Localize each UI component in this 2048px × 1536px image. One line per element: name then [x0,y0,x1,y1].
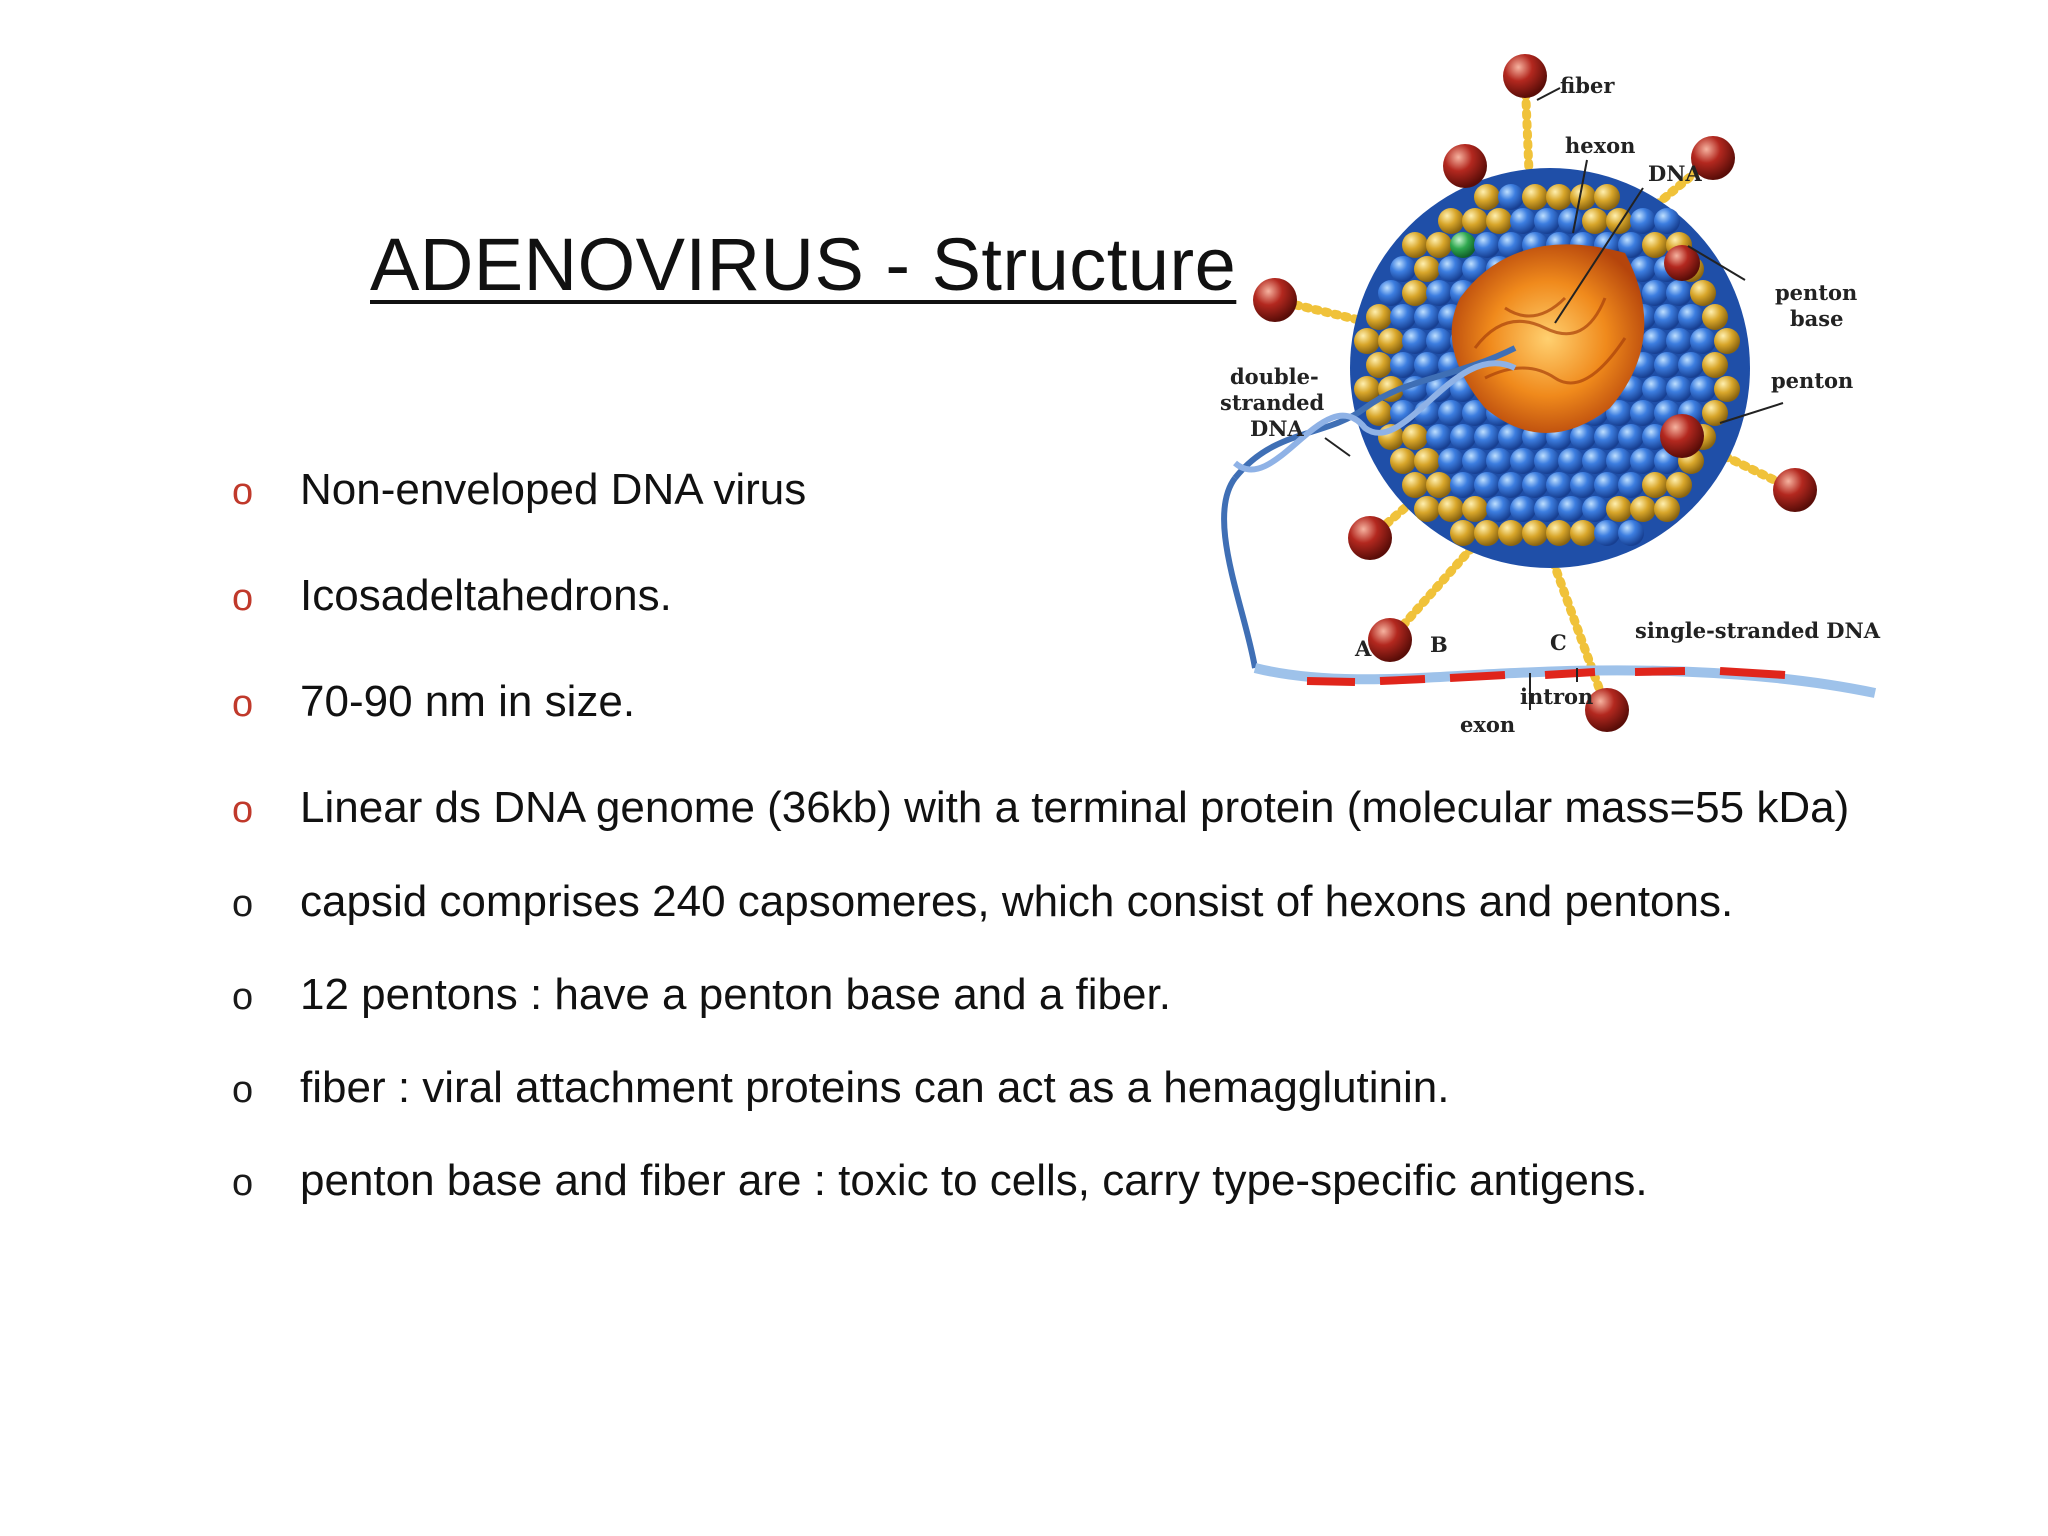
capsomere-sphere [1378,328,1404,354]
capsomere-sphere [1630,400,1656,426]
capsomere-sphere [1546,472,1572,498]
capsomere-sphere [1366,352,1392,378]
bullet-marker: o [232,683,254,725]
capsomere-sphere [1450,424,1476,450]
capsomere-sphere [1414,304,1440,330]
label-intron: intron [1520,684,1594,709]
capsomere-sphere [1462,448,1488,474]
capsomere-sphere [1378,280,1404,306]
fiber-knob [1503,54,1547,98]
label-double-stranded-dna: stranded [1220,390,1325,415]
capsomere-sphere [1654,496,1680,522]
capsomere-sphere [1438,256,1464,282]
capsomere-sphere [1438,208,1464,234]
adenovirus-illustration [1215,48,1915,748]
label-penton-base: base [1790,306,1844,331]
label-single-stranded-dna: single-stranded DNA [1635,618,1881,643]
exon-segment [1450,675,1505,678]
capsomere-sphere [1666,328,1692,354]
bullet-text: 70-90 nm in size. [300,677,636,726]
capsomere-sphere [1642,376,1668,402]
capsomere-sphere [1594,472,1620,498]
capsomere-sphere [1426,280,1452,306]
capsomere-sphere [1426,328,1452,354]
capsomere-sphere [1414,496,1440,522]
capsomere-sphere [1450,472,1476,498]
capsomere-sphere [1366,304,1392,330]
label-double-stranded-dna: DNA [1250,416,1304,441]
capsomere-sphere [1666,376,1692,402]
capsomere-sphere [1438,496,1464,522]
capsomere-sphere [1402,328,1428,354]
capsomere-sphere [1486,496,1512,522]
bullet-item [232,465,807,514]
fiber-knob [1443,144,1487,188]
capsomere-sphere [1642,232,1668,258]
capsomere-sphere [1510,448,1536,474]
capsomere-sphere [1402,424,1428,450]
exon-segment [1635,671,1685,672]
capsomere-sphere [1642,472,1668,498]
bullet-item [232,877,1734,926]
capsomere-sphere [1498,520,1524,546]
label-double-stranded-dna: double- [1230,364,1319,389]
capsomere-sphere [1618,472,1644,498]
capsomere-sphere [1474,424,1500,450]
bullet-item [232,677,636,726]
capsomere-sphere [1666,280,1692,306]
capsomere-sphere [1534,448,1560,474]
capsomere-sphere [1534,208,1560,234]
capsomere-sphere [1438,400,1464,426]
capsomere-sphere [1546,520,1572,546]
exon-segment [1720,671,1785,675]
capsomere-sphere [1570,184,1596,210]
capsomere-sphere [1402,232,1428,258]
capsomere-sphere [1714,376,1740,402]
capsomere-sphere [1426,472,1452,498]
label-b: B [1430,632,1448,657]
capsomere-sphere [1414,448,1440,474]
bullet-item [232,783,1850,832]
capsomere-sphere [1426,232,1452,258]
capsomere-sphere [1498,184,1524,210]
capsomere-sphere [1714,328,1740,354]
fiber-knob [1773,468,1817,512]
exon-segment [1545,672,1595,675]
capsomere-sphere [1666,472,1692,498]
capsomere-sphere [1642,328,1668,354]
capsomere-sphere [1474,520,1500,546]
bullet-text: Icosadeltahedrons. [300,571,672,620]
bullet-marker: o [232,471,254,513]
capsomere-sphere [1594,184,1620,210]
bullet-text: penton base and fiber are : toxic to cells, carry type-specific antigens. [300,1156,1648,1205]
fiber-knob [1253,278,1297,322]
slide-title: ADENOVIRUS - Structure [370,223,1237,306]
capsomere-sphere [1474,472,1500,498]
label-penton-base: penton [1775,280,1858,305]
capsomere-sphere [1486,448,1512,474]
capsomere-sphere [1630,448,1656,474]
capsomere-sphere [1390,304,1416,330]
capsomere-sphere [1690,328,1716,354]
capsomere-sphere [1390,256,1416,282]
label-a: A [1355,636,1372,661]
capsomere-sphere [1654,352,1680,378]
exon-segment [1307,681,1355,682]
capsomere-sphere [1582,208,1608,234]
capsomere-sphere [1678,304,1704,330]
fiber-knob [1368,618,1412,662]
bullet-text: capsid comprises 240 capsomeres, which consist of hexons and pentons. [300,877,1734,926]
capsomere-sphere [1618,424,1644,450]
bullet-item [232,970,1171,1019]
bullet-text: fiber : viral attachment proteins can act as a hemagglutinin. [300,1063,1450,1112]
capsomere-sphere [1690,280,1716,306]
capsomere-sphere [1654,208,1680,234]
bullet-item [232,1063,1450,1112]
label-exon: exon [1460,712,1516,737]
capsomere-sphere [1498,472,1524,498]
capsomere-sphere [1390,352,1416,378]
capsomere-sphere [1354,328,1380,354]
label-hexon: hexon [1565,133,1636,158]
capsomere-sphere [1462,496,1488,522]
capsomere-sphere [1558,208,1584,234]
capsomere-sphere [1678,352,1704,378]
capsomere-sphere [1702,304,1728,330]
capsomere-sphere [1594,520,1620,546]
capsomere-sphere [1546,184,1572,210]
bullet-item [232,571,672,620]
bullet-text: Non-enveloped DNA virus [300,465,807,514]
bullet-marker: o [232,1162,254,1204]
bullet-marker: o [232,976,254,1018]
capsomere-sphere [1594,424,1620,450]
capsomere-sphere [1510,208,1536,234]
capsomere-sphere [1606,496,1632,522]
capsomere-sphere [1606,448,1632,474]
label-penton: penton [1771,368,1854,393]
capsomere-sphere [1438,448,1464,474]
bullet-marker: o [232,789,254,831]
capsomere-sphere [1402,280,1428,306]
bullet-marker: o [232,883,254,925]
capsomere-sphere [1558,496,1584,522]
capsomere-sphere [1642,280,1668,306]
capsomere-sphere [1402,472,1428,498]
capsomere-sphere [1534,496,1560,522]
capsomere-sphere [1630,208,1656,234]
capsomere-sphere [1522,520,1548,546]
adenovirus-diagram [1215,48,1915,748]
bullet-text: 12 pentons : have a penton base and a fiber. [300,970,1171,1019]
label-fiber: fiber [1560,73,1615,98]
exon-segment [1380,679,1425,681]
capsomere-sphere [1414,256,1440,282]
capsomere-sphere [1558,448,1584,474]
capsomere-sphere [1390,448,1416,474]
capsomere-sphere [1510,496,1536,522]
fiber-knob [1660,414,1704,458]
capsomere-sphere [1690,376,1716,402]
capsomere-sphere [1450,232,1476,258]
bullet-text: Linear ds DNA genome (36kb) with a terminal protein (molecular mass=55 kDa) [300,783,1850,832]
capsomere-sphere [1474,232,1500,258]
label-c: C [1550,630,1567,655]
capsomere-sphere [1570,472,1596,498]
capsomere-sphere [1702,352,1728,378]
label-dna: DNA [1648,161,1702,186]
capsomere-sphere [1654,304,1680,330]
capsomere-sphere [1462,208,1488,234]
capsomere-sphere [1582,496,1608,522]
capsomere-sphere [1570,520,1596,546]
capsomere-sphere [1486,208,1512,234]
capsomere-sphere [1450,520,1476,546]
capsomere-sphere [1582,448,1608,474]
capsomere-sphere [1426,424,1452,450]
capsomere-sphere [1522,472,1548,498]
capsomere-sphere [1630,496,1656,522]
capsomere-sphere [1474,184,1500,210]
bullet-item [232,1156,1648,1205]
bullet-marker: o [232,577,254,619]
fiber-knob [1348,516,1392,560]
capsomere-sphere [1618,520,1644,546]
bullet-marker: o [232,1069,254,1111]
capsomere-sphere [1522,184,1548,210]
